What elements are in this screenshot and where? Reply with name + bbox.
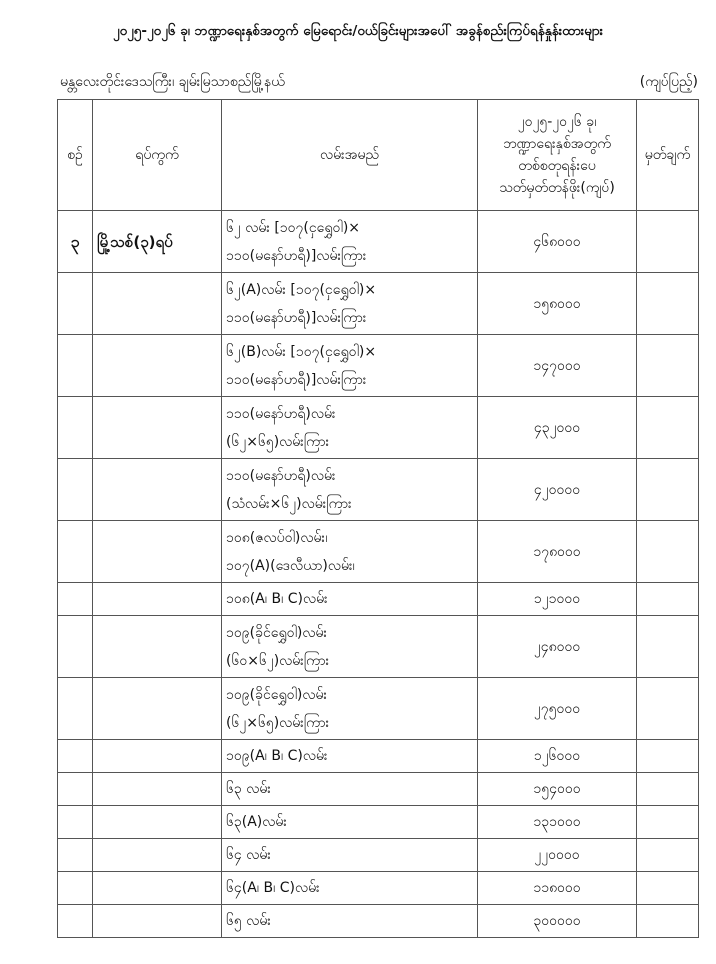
street-cell xyxy=(222,616,478,678)
remark-cell xyxy=(637,740,699,773)
street-name-line: (၆၀×၆၂)လမ်းကြား xyxy=(226,652,330,669)
street-cell xyxy=(222,839,478,872)
remark-cell xyxy=(637,905,699,938)
ward-cell xyxy=(93,905,222,938)
ward-cell xyxy=(93,616,222,678)
price-cell: ၄၆၈၀၀၀ xyxy=(478,211,637,273)
header-remark: မှတ်ချက် xyxy=(637,100,699,211)
document-subheader xyxy=(60,70,698,94)
street-name-line: ၆၂ လမ်း [၁၀၇(ငှရွှေဝါ)× xyxy=(226,219,361,236)
header-price xyxy=(478,100,637,211)
table-row xyxy=(58,678,699,740)
remark-cell xyxy=(637,872,699,905)
price-cell: ၁၇၈၀၀၀ xyxy=(478,521,637,583)
header-price-line: ၂၀၂၅-၂၀၂၆ ခု၊ xyxy=(517,114,597,130)
street-cell xyxy=(222,905,478,938)
table-row xyxy=(58,740,699,773)
price-cell: ၁၃၁၀၀၀ xyxy=(478,806,637,839)
street-name-line: ၆၄ လမ်း xyxy=(226,847,271,863)
street-name-line: ၆၅ လမ်း xyxy=(226,913,271,929)
table-row xyxy=(58,905,699,938)
remark-cell xyxy=(637,616,699,678)
row-number-cell xyxy=(58,583,93,616)
price-cell: ၁၂၆၀၀၀ xyxy=(478,740,637,773)
ward-cell xyxy=(93,273,222,335)
header-street: လမ်းအမည် xyxy=(222,100,478,211)
table-row xyxy=(58,806,699,839)
street-name-line: ၆၂(A)လမ်း [၁၀၇(ငှရွှေဝါ)× xyxy=(226,281,377,298)
street-cell xyxy=(222,872,478,905)
table-header-row xyxy=(58,100,699,211)
document-title: ၂၀၂၅-၂၀၂၆ ခု၊ ဘဏ္ဍာရေးနှစ်အတွက် မြေရောင်း/ဝယ်ခြင်းများအပေါ် အခွန်စည်းကြပ်ရန်နှုန်းထားများ xyxy=(112,23,604,39)
street-cell xyxy=(222,397,478,459)
ward-cell: မြို့သစ်(၃)ရပ် xyxy=(93,211,222,273)
ward-cell xyxy=(93,773,222,806)
row-number-cell xyxy=(58,872,93,905)
price-cell: ၁၅၄၀၀၀ xyxy=(478,773,637,806)
table-row xyxy=(58,459,699,521)
table-row xyxy=(58,397,699,459)
region-label: မန္တလေးတိုင်းဒေသကြီး၊ ချမ်းမြသာစည်မြို့နယ် xyxy=(60,74,285,90)
ward-cell xyxy=(93,397,222,459)
ward-cell xyxy=(93,678,222,740)
remark-cell xyxy=(637,397,699,459)
table-row xyxy=(58,583,699,616)
street-name-line: ၁၁၀(မနော်ဟရီ)လမ်း xyxy=(226,405,336,422)
price-cell: ၁၅၈၀၀၀ xyxy=(478,273,637,335)
row-number-cell xyxy=(58,273,93,335)
row-number-cell xyxy=(58,678,93,740)
price-cell: ၂၂၀၀၀၀ xyxy=(478,839,637,872)
row-number-cell xyxy=(58,397,93,459)
street-cell xyxy=(222,521,478,583)
row-number-cell xyxy=(58,806,93,839)
remark-cell xyxy=(637,521,699,583)
price-cell: ၃၀၀၀၀၀ xyxy=(478,905,637,938)
price-cell: ၁၄၇၀၀၀ xyxy=(478,335,637,397)
street-cell xyxy=(222,335,478,397)
street-name-line: ၁၀၉(ခိုင်ရွှေဝါ)လမ်း xyxy=(226,624,328,641)
remark-cell xyxy=(637,583,699,616)
table-row xyxy=(58,211,699,273)
row-number-cell xyxy=(58,905,93,938)
ward-cell xyxy=(93,583,222,616)
ward-cell xyxy=(93,459,222,521)
ward-cell xyxy=(93,839,222,872)
street-name-line: ၁၀၇(A)(ဒေလီယာ)လမ်း၊ xyxy=(226,557,355,574)
row-number-cell xyxy=(58,335,93,397)
street-name-line: ၆၄(A၊ B၊ C)လမ်း xyxy=(226,880,320,896)
street-cell xyxy=(222,806,478,839)
row-number-cell xyxy=(58,773,93,806)
header-no: စဉ် xyxy=(58,100,93,211)
street-cell xyxy=(222,773,478,806)
street-name-line: ၁၁၀(မနော်ဟရီ)]လမ်းကြား xyxy=(226,309,367,326)
street-cell xyxy=(222,678,478,740)
street-cell xyxy=(222,459,478,521)
remark-cell xyxy=(637,459,699,521)
ward-cell xyxy=(93,806,222,839)
header-price-line: တစ်စတုရန်းပေ xyxy=(518,158,596,174)
land-rate-table xyxy=(57,99,699,938)
price-cell: ၁၁၈၀၀၀ xyxy=(478,872,637,905)
street-name-line: ၁၁၀(မနော်ဟရီ)]လမ်းကြား xyxy=(226,371,367,388)
remark-cell xyxy=(637,273,699,335)
row-number-cell xyxy=(58,839,93,872)
street-name-line: ၆၃ လမ်း xyxy=(226,781,271,797)
table-row xyxy=(58,872,699,905)
street-name-line: ၆၂(B)လမ်း [၁၀၇(ငှရွှေဝါ)× xyxy=(226,343,377,360)
price-cell: ၁၂၁၀၀၀ xyxy=(478,583,637,616)
header-ward: ရပ်ကွက် xyxy=(93,100,222,211)
street-name-line: ၁၀၈(A၊ B၊ C)လမ်း xyxy=(226,591,328,607)
street-cell xyxy=(222,273,478,335)
remark-cell xyxy=(637,678,699,740)
price-cell: ၂၄၈၀၀၀ xyxy=(478,616,637,678)
street-name-line: ၁၀၈(ဇလပ်ဝါ)လမ်း၊ xyxy=(226,529,328,546)
row-number-cell xyxy=(58,521,93,583)
table-row xyxy=(58,773,699,806)
row-number-cell xyxy=(58,616,93,678)
price-cell: ၄၃၂၀၀၀ xyxy=(478,397,637,459)
row-number-cell xyxy=(58,459,93,521)
street-name-line: ၁၁၀(မနော်ဟရီ)]လမ်းကြား xyxy=(226,247,367,264)
table-row xyxy=(58,521,699,583)
street-name-line: ၁၁၀(မနော်ဟရီ)လမ်း xyxy=(226,467,336,484)
street-name-line: ၁၀၉(A၊ B၊ C)လမ်း xyxy=(226,748,328,764)
row-number-cell xyxy=(58,740,93,773)
street-name-line: ၁၀၉(ခိုင်ရွှေဝါ)လမ်း xyxy=(226,686,328,703)
remark-cell xyxy=(637,211,699,273)
street-cell xyxy=(222,740,478,773)
table-row xyxy=(58,335,699,397)
header-price-line: သတ်မှတ်တန်ဖိုး(ကျပ်) xyxy=(499,180,615,196)
remark-cell xyxy=(637,335,699,397)
street-name-line: (၆၂×၆၅)လမ်းကြား xyxy=(226,433,330,450)
remark-cell xyxy=(637,806,699,839)
ward-cell xyxy=(93,521,222,583)
ward-cell xyxy=(93,335,222,397)
header-price-line: ဘဏ္ဍာရေးနှစ်အတွက် xyxy=(503,136,611,152)
remark-cell xyxy=(637,773,699,806)
table-row xyxy=(58,616,699,678)
street-cell xyxy=(222,211,478,273)
ward-cell xyxy=(93,872,222,905)
row-number-cell: ၃ xyxy=(58,211,93,273)
table-row xyxy=(58,273,699,335)
street-name-line: ၆၃(A)လမ်း xyxy=(226,814,287,830)
table-row xyxy=(58,839,699,872)
remark-cell xyxy=(637,839,699,872)
street-name-line: (သံလမ်း×၆၂)လမ်းကြား xyxy=(226,495,352,512)
street-name-line: (၆၂×၆၅)လမ်းကြား xyxy=(226,714,330,731)
currency-unit-label: (ကျပ်ပြည့်) xyxy=(639,74,698,90)
street-cell xyxy=(222,583,478,616)
ward-cell xyxy=(93,740,222,773)
price-cell: ၄၂၀၀၀၀ xyxy=(478,459,637,521)
price-cell: ၂၇၅၀၀၀ xyxy=(478,678,637,740)
